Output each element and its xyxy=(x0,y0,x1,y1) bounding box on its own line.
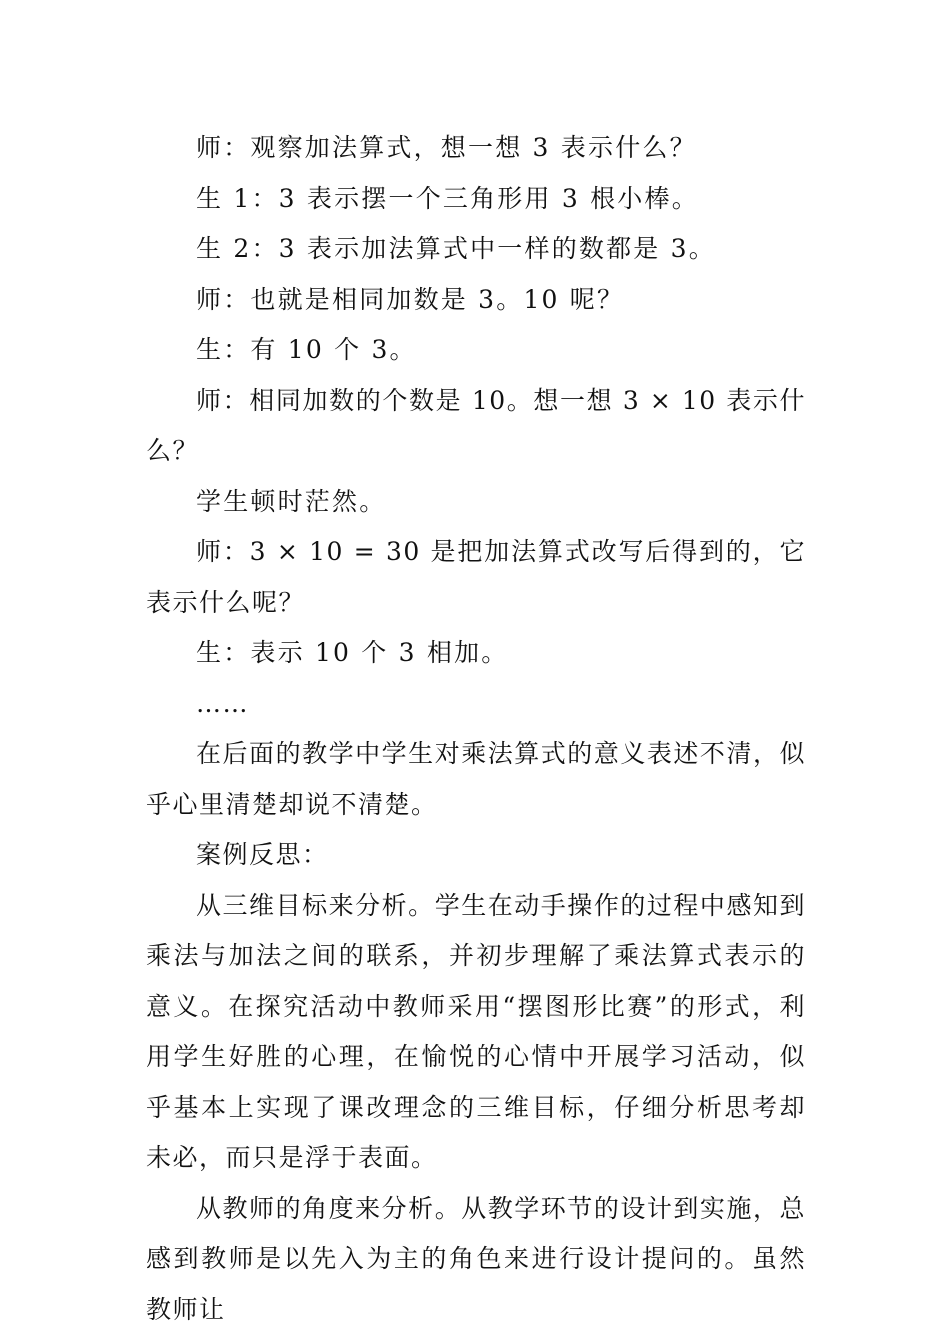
paragraph-student-answer-3: 生：表示 10 个 3 相加。 xyxy=(196,638,509,667)
paragraph-teacher-question-2: 师：也就是相同加数是 3。10 呢？ xyxy=(196,284,625,314)
paragraph-teacher-question-1: 师：观察加法算式，想一想 3 表示什么？ xyxy=(196,133,697,162)
paragraph-student-answer-2: 生：有 10 个 3。 xyxy=(196,335,417,364)
paragraph-student-1-answer: 生 1：3 表示摆一个三角形用 3 根小棒。 xyxy=(196,183,699,213)
paragraph-observation: 在后面的教学中学生对乘法算式的意义表述不清，似乎心里清楚却说不清楚。 xyxy=(146,739,806,819)
paragraph-three-dimensional-goals: 从三维目标来分析。学生在动手操作的过程中感知到乘法与加法之间的联系，并初步理解了乘法算式表示的意义。在探究活动中教师采用“摆图形比赛”的形式，利用学生好胜的心理，在愉悦的心情中开展学习活动，似乎基本上实现了课改理念的三维目标，仔细分析思考却未必，而只是浮于表面。 xyxy=(146,890,806,1172)
paragraph-teacher-perspective: 从教师的角度来分析。从教学环节的设计到实施，总感到教师是以先入为主的角色来进行设计提问的。虽然教师让 xyxy=(146,1193,806,1324)
paragraph-teacher-question-4: 师：3 × 10 = 30 是把加法算式改写后得到的，它表示什么呢？ xyxy=(146,537,806,617)
paragraph-ellipsis: …… xyxy=(196,688,249,718)
paragraph-teacher-question-3: 师：相同加数的个数是 10。想一想 3 × 10 表示什么？ xyxy=(146,385,806,465)
paragraph-student-2-answer: 生 2：3 表示加法算式中一样的数都是 3。 xyxy=(196,234,716,263)
paragraph-students-confused: 学生顿时茫然。 xyxy=(196,486,387,516)
document-body xyxy=(146,123,806,1335)
section-heading-case-reflection: 案例反思： xyxy=(196,840,329,869)
